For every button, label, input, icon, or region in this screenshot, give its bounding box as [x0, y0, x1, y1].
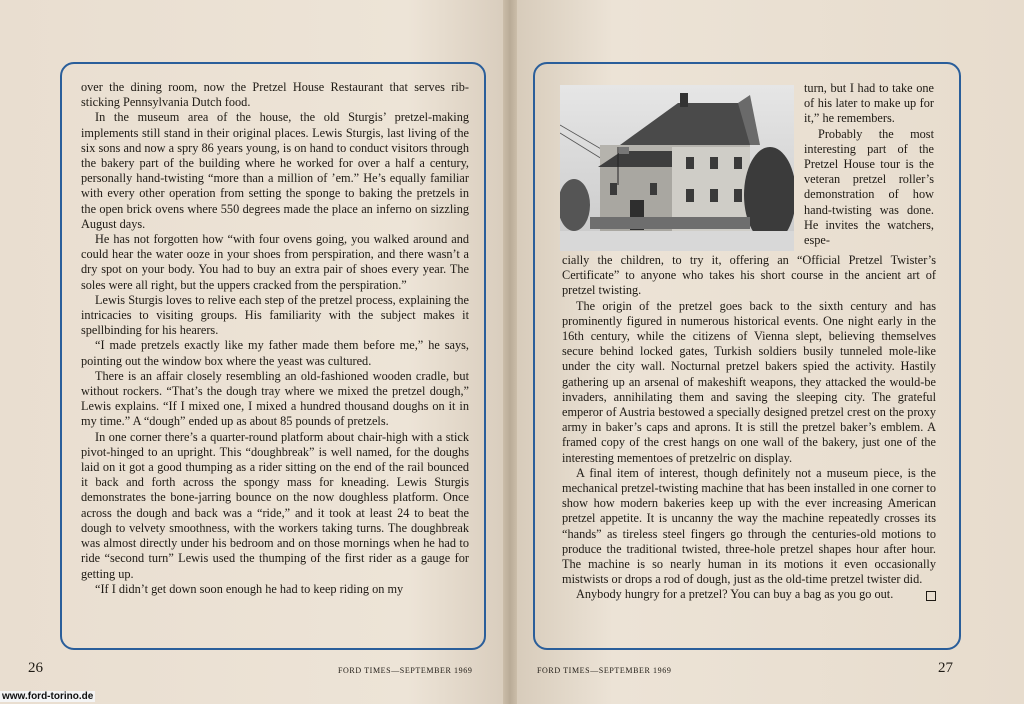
- page-number-left: 26: [28, 660, 43, 676]
- book-gutter: [503, 0, 517, 704]
- paragraph: Probably the most interesting part of the Pretzel House tour is the veteran pretzel roller’s demonstration of how hand-twisting was done. He invites the watchers, espe-: [804, 126, 934, 248]
- pretzel-house-photo: [560, 85, 794, 251]
- paragraph: Lewis Sturgis loves to relive each step of the pretzel process, explaining the intricacies to visiting groups. His familiarity with the subject makes it spellbinding for his hearers.: [81, 292, 469, 338]
- paragraph: In the museum area of the house, the old Sturgis’ pretzel-making implements still stand in their original places. Lewis Sturgis, last living of the six sons and now a spry 86 years young, is on hand to conduct visitors through the bakery part of the building where he worked for over a half a century, personally hand-twisting “more than a million of ’em.” He’s equally familiar with every other operation from setting the sponge to baking the pretzels in the open brick ovens where 550 degrees made the place an inferno on sizzling August days.: [81, 110, 469, 231]
- paragraph: He has not forgotten how “with four ovens going, you walked around and could hear the water ooze in your shoes from perspiration, and there wasn’t a dry spot on your body. You had to buy an extra pair of shoes every year. The soles were all right, but the uppers cracked from the perspiration.”: [81, 232, 469, 292]
- paragraph: The origin of the pretzel goes back to the sixth century and has prominently figured in numerous historical events. One night early in the 16th century, while the citizens of Vienna slept, believing themselves secure behind locked gates, Turkish soldiers busily tunneled mole-like under the city wall. Nocturnal pretzel bakers spied the activity. Hastily gathering up an arsenal of makeshift weapons, they attacked the would-be invaders, annihilating them and saving the sleeping city. The grateful emperor of Austria bestowed a specially designed pretzel crest on the proxy army in baker’s caps and aprons. It is still the pretzel baker’s emblem. A framed copy of the crest hangs on one wall of the bakery, just one of the interesting mementoes of pretzelric on display.: [562, 298, 936, 465]
- end-mark-icon: [926, 591, 936, 601]
- paragraph: turn, but I had to take one of his later to make up for it,” he remembers.: [804, 81, 934, 126]
- paragraph: “I made pretzels exactly like my father made them before me,” he says, pointing out the window box where the yeast was cultured.: [81, 338, 469, 368]
- left-article-text: [81, 80, 469, 597]
- paragraph: over the dining room, now the Pretzel House Restaurant that serves rib-sticking Pennsylvania Dutch food.: [81, 80, 469, 110]
- footer-right: FORD TIMES—SEPTEMBER 1969: [537, 666, 672, 675]
- paragraph: “If I didn’t get down soon enough he had to keep riding on my: [95, 581, 404, 596]
- paragraph: cially the children, to try it, offering an “Official Pretzel Twister’s Certificate” to anyone who takes his short course in the ancient art of pretzel twisting.: [562, 253, 936, 298]
- paragraph: A final item of interest, though definitely not a museum piece, is the mechanical pretzel-twisting machine that has been installed in one corner to show how modern bakeries keep up with the ever increasing American pretzel appetite. It is uncanny the way the machine repeatedly crosses its “hands” as tireless steel fingers go through the centuries-old motions to produce the traditional twisted, three-hole pretzel shapes hour after hour. The machine is so nearly human in its motions it even occasionally mistwists or drops a rod of dough, just as the old-time pretzel twister did.: [562, 465, 936, 587]
- right-article-text: [562, 253, 936, 603]
- page-number-right: 27: [938, 660, 953, 676]
- right-text-beside-photo: [804, 81, 934, 248]
- paragraph: [562, 587, 936, 602]
- footer-left: FORD TIMES—SEPTEMBER 1969: [338, 666, 473, 675]
- paragraph: In one corner there’s a quarter-round platform about chair-high with a stick pivot-hinged to an upright. This “doughbreak” is well named, for the doughs laid on it got a good thumping as a rider sitting on the end of the rail bounced it back and forth across the spongy mass for kneading. Lewis Sturgis demonstrates the bone-jarring bounce on the now doughless platform. Once across the dough and back was a “ride,” and it took at least 24 to beat the dough to velvety smoothness, with the workers taking turns. The doughbreak was almost directly under his bedroom and on those mornings when he had to ride “second turn” Lewis used the thumping of the first rider as a gauge for getting up.: [81, 429, 469, 581]
- paragraph: There is an affair closely resembling an old-fashioned wooden cradle, but without rockers. “That’s the dough tray where we mixed the pretzel dough,” Lewis explains. “If I mixed one, I mixed a hundred thousand doughs on it in my time.” A “dough” ended up as about 85 pounds of pretzels.: [81, 368, 469, 429]
- paragraph-text: Anybody hungry for a pretzel? You can buy a bag as you go out.: [576, 587, 894, 602]
- watermark: www.ford-torino.de: [2, 691, 94, 702]
